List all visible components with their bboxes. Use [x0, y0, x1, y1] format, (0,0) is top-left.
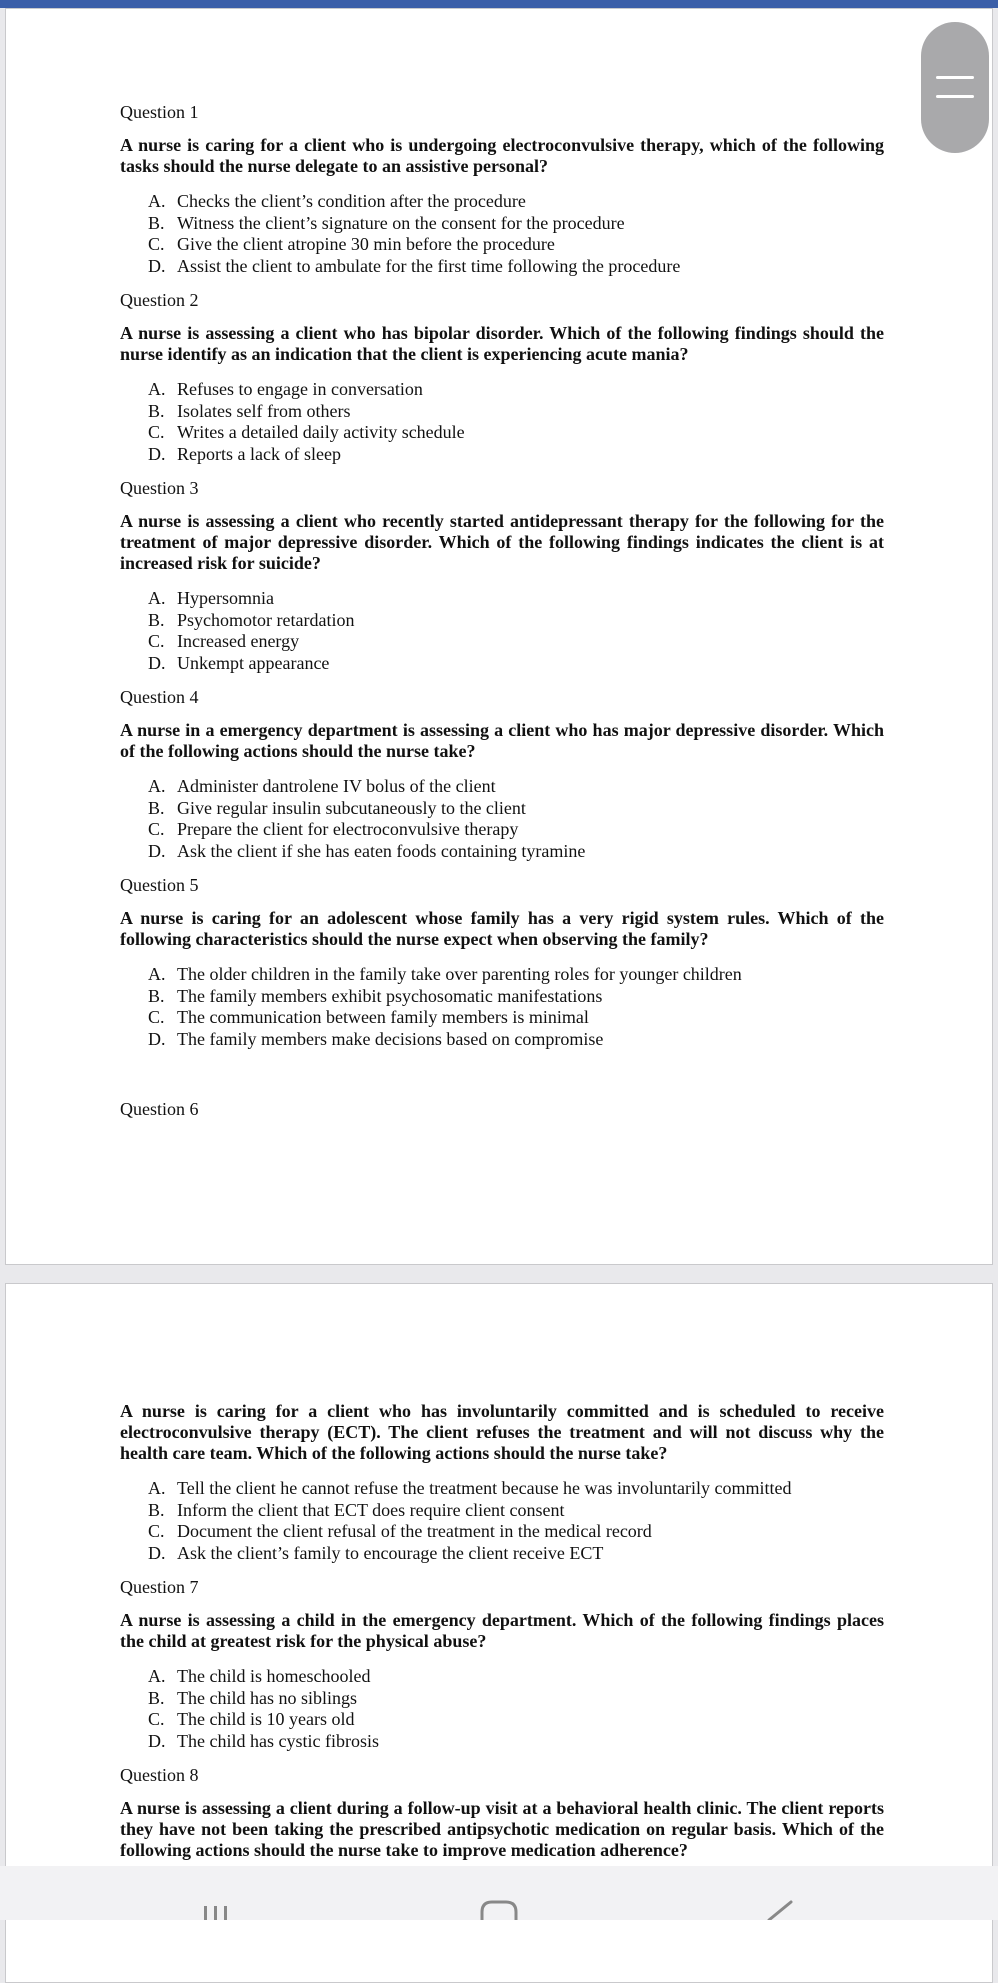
- option-letter: A.: [148, 776, 166, 796]
- option-text: Refuses to engage in conversation: [177, 379, 423, 399]
- question-text: A nurse is caring for a client who has involuntarily committed and is scheduled to receive electroconvulsive therapy (ECT). The client refuses the treatment and will not discuss why the health care team. Which of the following actions should the nurse take?: [120, 1401, 884, 1463]
- question-label: Question 7: [120, 1577, 199, 1597]
- option-letter: C.: [148, 1709, 165, 1729]
- question-text: A nurse is assessing a child in the emergency department. Which of the following findings places the child at greatest risk for the physical abuse?: [120, 1610, 884, 1651]
- question-label: Question 3: [120, 478, 199, 498]
- option: [148, 986, 884, 1008]
- option-text: Writes a detailed daily activity schedule: [177, 422, 465, 442]
- option-text: The child has no siblings: [177, 1687, 357, 1708]
- question-label: Question 2: [120, 290, 199, 310]
- option-text: Tell the client he cannot refuse the treatment because he was involuntarily committed: [177, 1478, 792, 1498]
- option-text: Document the client refusal of the treatment in the medical record: [177, 1521, 652, 1541]
- grip-line: [936, 95, 974, 98]
- option-text: The child is homeschooled: [177, 1666, 371, 1686]
- option: [148, 234, 884, 256]
- question-3: [120, 477, 884, 674]
- option: [148, 1478, 884, 1500]
- option: [148, 798, 884, 820]
- option-text: Assist the client to ambulate for the first time following the procedure: [177, 255, 681, 276]
- option: [148, 1731, 884, 1753]
- option-text: Checks the client’s condition after the procedure: [177, 191, 526, 211]
- options-list: [120, 588, 884, 674]
- option-text: Isolates self from others: [177, 400, 351, 421]
- page-2-content: [120, 1401, 884, 1873]
- option: [148, 1666, 884, 1688]
- question-1: [120, 101, 884, 277]
- option-text: Inform the client that ECT does require client consent: [177, 1499, 565, 1520]
- home-icon[interactable]: [474, 1866, 524, 1920]
- option: [148, 1709, 884, 1731]
- option-text: The family members make decisions based on compromise: [177, 1028, 604, 1049]
- option-text: The child is 10 years old: [177, 1709, 355, 1729]
- options-list: [120, 776, 884, 862]
- option-text: Administer dantrolene IV bolus of the client: [177, 776, 496, 796]
- option-text: Give regular insulin subcutaneously to the client: [177, 797, 526, 818]
- option-text: Increased energy: [177, 631, 300, 651]
- question-2: [120, 289, 884, 465]
- option-text: Ask the client if she has eaten foods containing tyramine: [177, 840, 586, 861]
- question-6-label: Question 6: [120, 1099, 199, 1119]
- document-page-1: [5, 8, 993, 1265]
- question-7: [120, 1576, 884, 1752]
- option: [148, 819, 884, 841]
- option: [148, 776, 884, 798]
- question-6: [120, 1401, 884, 1564]
- option-text: The communication between family members is minimal: [177, 1007, 589, 1027]
- option-letter: A.: [148, 191, 166, 211]
- question-text: A nurse in a emergency department is assessing a client who has major depressive disorder. Which of the following actions should the nurse take?: [120, 720, 884, 761]
- option-letter: B.: [148, 1687, 165, 1708]
- question-text: A nurse is assessing a client who recently started antidepressant therapy for the following for the treatment of major depressive disorder. Which of the following findings indicates the client is at increased risk for suicide?: [120, 511, 884, 573]
- option: [148, 379, 884, 401]
- option: [148, 1688, 884, 1710]
- option-text: Unkempt appearance: [177, 652, 330, 673]
- option-text: The child has cystic fibrosis: [177, 1730, 379, 1751]
- option-text: Hypersomnia: [177, 588, 274, 608]
- option-letter: D.: [148, 1730, 166, 1751]
- option-text: Give the client atropine 30 min before the procedure: [177, 234, 555, 254]
- option: [148, 1500, 884, 1522]
- option-letter: A.: [148, 1478, 166, 1498]
- question-text: A nurse is assessing a client during a follow-up visit at a behavioral health clinic. The client reports they have not been taking the prescribed antipsychotic medication on regular basis. Which of the following actions should the nurse take to improve medication adherence?: [120, 1798, 884, 1860]
- option: [148, 256, 884, 278]
- option-letter: C.: [148, 234, 165, 254]
- option: [148, 401, 884, 423]
- question-4: [120, 686, 884, 862]
- question-text: A nurse is caring for a client who is undergoing electroconvulsive therapy, which of the following tasks should the nurse delegate to an assistive personal?: [120, 135, 884, 176]
- page-1-content: [120, 101, 884, 1120]
- question-label: Question 5: [120, 875, 199, 895]
- option: [148, 444, 884, 466]
- option-letter: C.: [148, 631, 165, 651]
- question-text: A nurse is assessing a client who has bipolar disorder. Which of the following findings should the nurse identify as an indication that the client is experiencing acute mania?: [120, 323, 884, 364]
- option-text: Prepare the client for electroconvulsive therapy: [177, 819, 519, 839]
- option: [148, 1007, 884, 1029]
- option: [148, 1521, 884, 1543]
- back-icon[interactable]: [755, 1866, 805, 1920]
- question-label: Question 8: [120, 1765, 199, 1785]
- option: [148, 1543, 884, 1565]
- option: [148, 841, 884, 863]
- scroll-handle-icon[interactable]: [921, 22, 989, 153]
- option-letter: A.: [148, 588, 166, 608]
- option-letter: C.: [148, 1007, 165, 1027]
- option-letter: A.: [148, 379, 166, 399]
- options-list: [120, 1478, 884, 1564]
- option: [148, 610, 884, 632]
- option-letter: C.: [148, 819, 165, 839]
- option-text: The older children in the family take over parenting roles for younger children: [177, 964, 742, 984]
- option-letter: D.: [148, 443, 166, 464]
- option-letter: C.: [148, 1521, 165, 1541]
- option-letter: A.: [148, 964, 166, 984]
- options-list: [120, 964, 884, 1050]
- option-letter: D.: [148, 840, 166, 861]
- option-letter: B.: [148, 212, 165, 233]
- options-list: [120, 379, 884, 465]
- option-text: Psychomotor retardation: [177, 609, 355, 630]
- question-8: [120, 1764, 884, 1861]
- top-accent-bar: [0, 0, 998, 8]
- question-label: Question 4: [120, 687, 199, 707]
- option-letter: B.: [148, 609, 165, 630]
- question-5: [120, 874, 884, 1050]
- question-label: Question 1: [120, 102, 199, 122]
- option-letter: C.: [148, 422, 165, 442]
- option: [148, 213, 884, 235]
- recent-apps-icon[interactable]: [196, 1866, 236, 1920]
- option: [148, 964, 884, 986]
- question-text: A nurse is caring for an adolescent whose family has a very rigid system rules. Which of the following characteristics should the nurse expect when observing the family?: [120, 908, 884, 949]
- option-letter: B.: [148, 400, 165, 421]
- navigation-bar: [0, 1866, 998, 1920]
- option: [148, 1029, 884, 1051]
- option-letter: D.: [148, 1028, 166, 1049]
- option-text: Ask the client’s family to encourage the client receive ECT: [177, 1542, 604, 1563]
- grip-line: [936, 76, 974, 79]
- option-letter: B.: [148, 797, 165, 818]
- option-text: Witness the client’s signature on the consent for the procedure: [177, 212, 625, 233]
- option-letter: D.: [148, 255, 166, 276]
- option-letter: D.: [148, 1542, 166, 1563]
- options-list: [120, 1666, 884, 1752]
- option: [148, 191, 884, 213]
- option-text: The family members exhibit psychosomatic manifestations: [177, 985, 603, 1006]
- option-letter: D.: [148, 652, 166, 673]
- option: [148, 588, 884, 610]
- option: [148, 422, 884, 444]
- option-letter: B.: [148, 985, 165, 1006]
- option: [148, 653, 884, 675]
- options-list: [120, 191, 884, 277]
- option: [148, 631, 884, 653]
- option-letter: A.: [148, 1666, 166, 1686]
- option-letter: B.: [148, 1499, 165, 1520]
- option-text: Reports a lack of sleep: [177, 443, 341, 464]
